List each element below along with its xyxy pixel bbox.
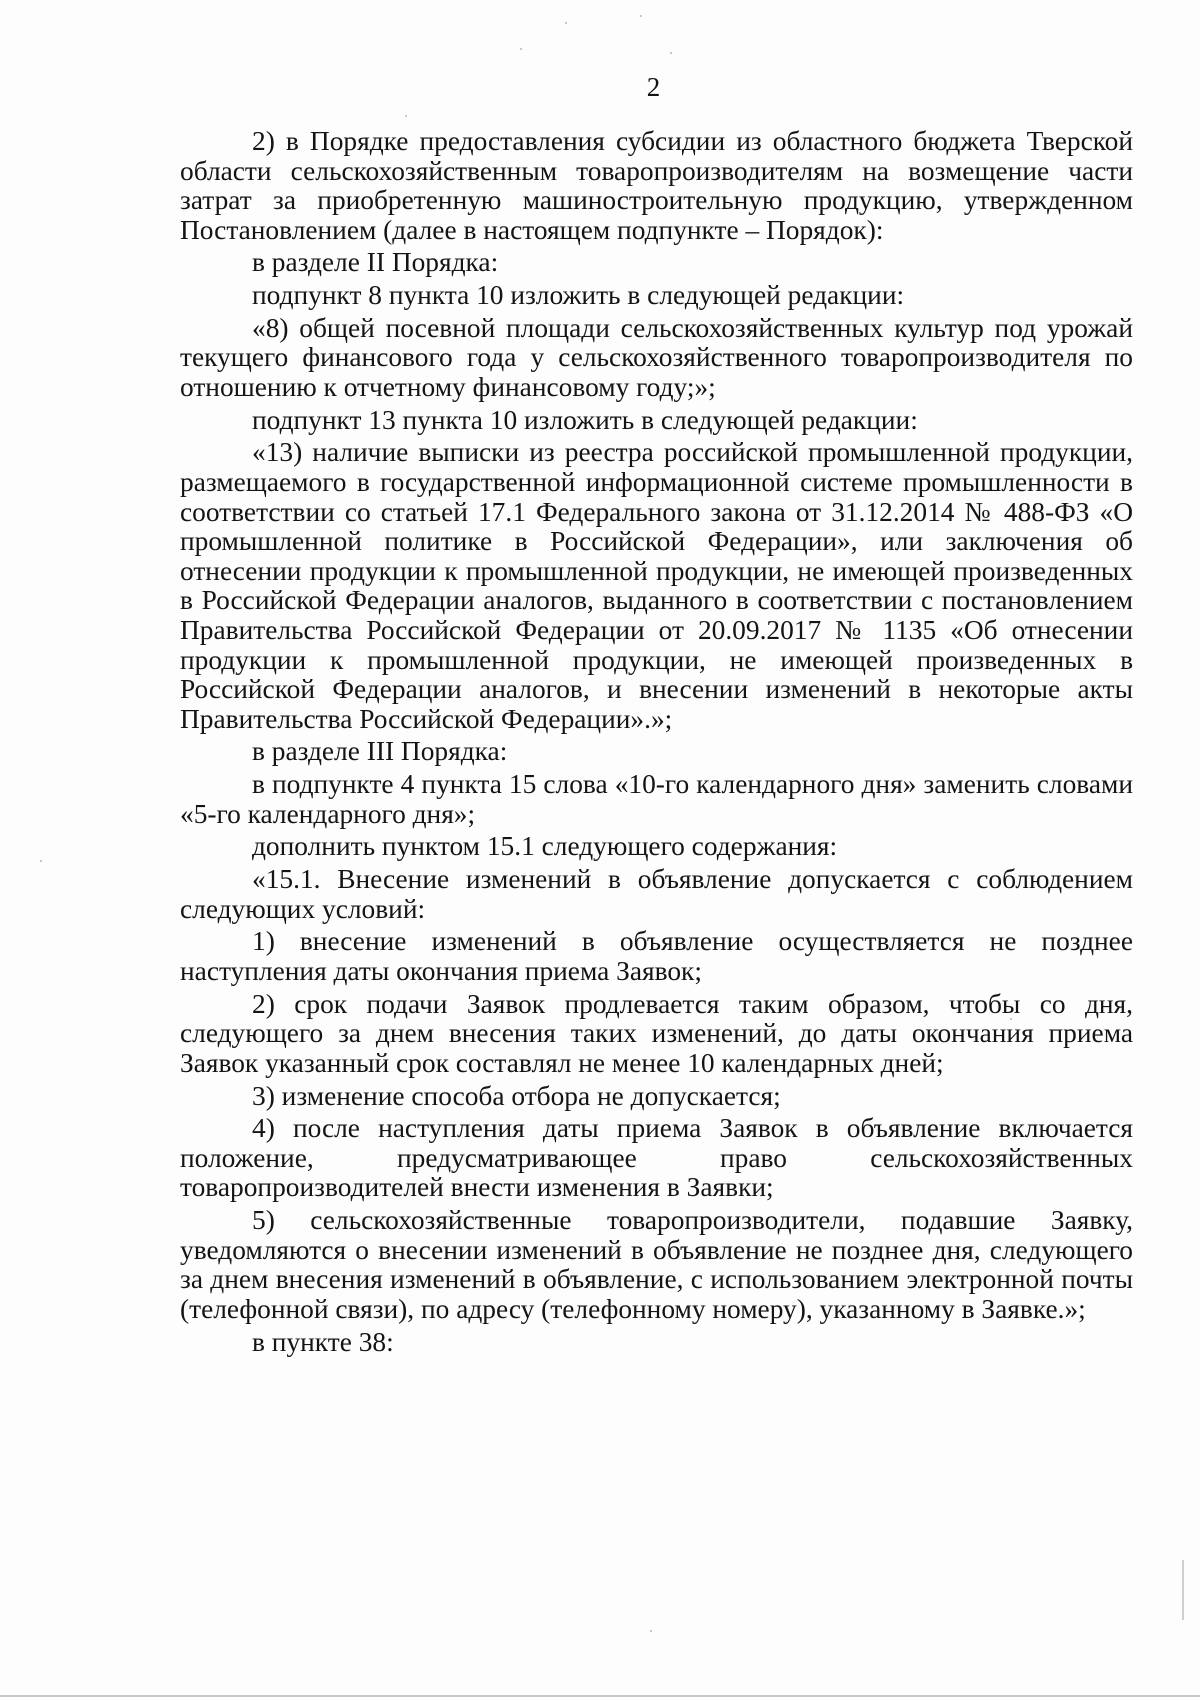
scan-speck	[520, 48, 522, 50]
paragraph-condition-5: 5) сельскохозяйственные товаропроизводители, подавшие Заявку, уведомляются о внесении изменений в объявление не позднее дня, следующего за днем внесения изменений в объявление, с использованием электронной почты (телефонной связи), по адресу (телефонному номеру), указанному в Заявке.»;	[180, 1205, 1133, 1324]
paragraph-item-38: в пункте 38:	[252, 1326, 394, 1357]
paragraph-condition-3: 3) изменение способа отбора не допускается;	[252, 1080, 781, 1111]
paragraph-item-8-text: «8) общей посевной площади сельскохозяйственных культур под урожай текущего финансового года у сельскохозяйственного товаропроизводителя по отношению к отчетному финансовому году;»;	[180, 312, 1133, 403]
scan-edge-line	[0, 1695, 1200, 1697]
paragraph-item-4-replacement: в подпункте 4 пункта 15 слова «10-го календарного дня» заменить словами «5-го календарного дня»;	[180, 769, 1133, 829]
scan-speck	[405, 115, 407, 117]
paragraph-item-13-text: «13) наличие выписки из реестра российской промышленной продукции, размещаемого в государственной информационной системе промышленности в соответствии со статьей 17.1 Федерального закона от 31.12.2014 № 488-ФЗ «О промышленной политике в Российской Федерации», или заключения об отнесении продукции к промышленной продукции, не имеющей произведенных в Российской Федерации аналогов, выданного в соответствии с постановлением Правительства Российской Федерации от 20.09.2017 № 1135 «Об отнесении продукции к промышленной продукции, не имеющей произведенных в Российской Федерации аналогов, и внесении изменений в некоторые акты Правительства Российской Федерации».»;	[180, 437, 1133, 734]
scan-speck	[565, 22, 567, 24]
paragraph-condition-2: 2) срок подачи Заявок продлевается таким образом, чтобы со дня, следующего за днем внесения таких изменений, до даты окончания приема Заявок указанный срок составлял не менее 10 календарных дней;	[180, 988, 1133, 1078]
paragraph-condition-4: 4) после наступления даты приема Заявок в объявление включается положение, предусматривающее право сельскохозяйственных товаропроизводителей внести изменения в Заявки;	[180, 1113, 1133, 1203]
scan-speck	[640, 15, 642, 17]
scan-speck	[650, 1630, 652, 1632]
scan-edge-line	[1182, 1560, 1184, 1620]
paragraph-item-13-instruction: подпункт 13 пункта 10 изложить в следующей редакции:	[252, 404, 918, 435]
paragraph-item-8-instruction: подпункт 8 пункта 10 изложить в следующей редакции:	[252, 280, 905, 311]
paragraph-add-15-1: дополнить пунктом 15.1 следующего содержания:	[252, 831, 838, 862]
paragraph-section-3-heading: в разделе III Порядка:	[252, 736, 508, 767]
paragraph-condition-1: 1) внесение изменений в объявление осуществляется не позднее наступления даты окончания приема Заявок;	[180, 926, 1133, 986]
page-number: 2	[646, 72, 661, 102]
paragraph-section-2-heading: в разделе II Порядка:	[252, 247, 499, 278]
scan-speck	[670, 52, 672, 54]
scan-speck	[40, 860, 42, 862]
document-body	[180, 127, 1133, 1360]
paragraph-15-1-intro: «15.1. Внесение изменений в объявление допускается с соблюдением следующих условий:	[180, 864, 1133, 924]
paragraph-subsection-2: 2) в Порядке предоставления субсидии из областного бюджета Тверской области сельскохозяйственным товаропроизводителям на возмещение части затрат за приобретенную машиностроительную продукцию, утвержденном Постановлением (далее в настоящем подпункте – Порядок):	[180, 126, 1133, 245]
